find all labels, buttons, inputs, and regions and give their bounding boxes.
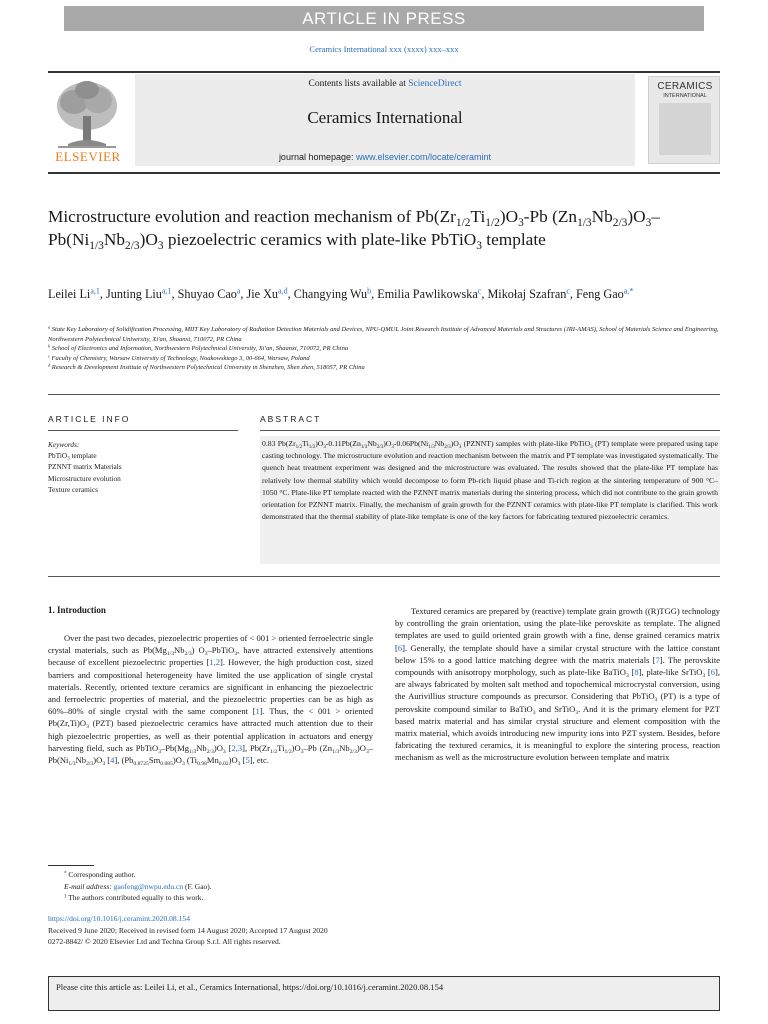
cover-title: CERAMICS: [657, 81, 713, 92]
paragraph: Over the past two decades, piezoelectric properties of < 001 > oriented ferroelectric single crystal materials, such as $Pb(Mg_{1/3}Nb_{2/3})$ $O_3-PbTiO_3$, have attracted extensively attentions because of excellent piezoelectric properties [1,2]. However, the high production cost, sized barriers and compositional heterogeneity have limited the use application of single crystal materials. Recently, oriented texture ceramics are significant in enhancing the piezoelectric and ferroelectric properties of material, and the piezoelectric properties can be as high as 60%–80% of single crystal with the same component [1]. Thus, the < 001 > oriented $Pb(Zr,Ti)O_3$ (PZT) based piezoelectric ceramics have attracted much attention due to their high piezoelectric properties, as well as their potential application in actuators and energy harvesting field, such as $PbTiO_3-Pb(Mg_{1/3}Nb_{2/3})O_3$ [2,3], $Pb(Zr_{1/2}Ti_{1/2})O_3-Pb$ $(Zn_{1/3}Nb_{2/3})O_3-Pb(Ni_{1/3}Nb_{2/3})O_3$ [4], $(Pb_{0.8725}Sm_{0.085})O_3$ $(Ti_{0.98}Mn_{0.02})O_3$ [5], etc.: [48, 633, 374, 767]
keyword-item: Microstructure evolution: [48, 473, 121, 483]
email-note: E-mail address: gaofeng@nwpu.edu.cn (F. Gao).: [64, 881, 212, 891]
corresponding-author-note: * Corresponding author.: [64, 870, 136, 879]
cover-subtitle: INTERNATIONAL: [663, 93, 707, 99]
abstract-heading: ABSTRACT: [260, 414, 322, 424]
journal-cover-thumbnail[interactable]: [648, 76, 720, 164]
article-in-press-banner: ARTICLE IN PRESS: [64, 6, 704, 31]
doi-link[interactable]: https://doi.org/10.1016/j.ceramint.2020.08.154: [48, 914, 191, 923]
affiliation-d: $^d$ Research & Development Institute of Northwestern Polytechnical University in Shenzhen, Shen zhen, 518057, PR China: [48, 362, 365, 371]
keywords-label: Keywords:: [48, 440, 80, 449]
author-list: Leilei Li$^{a,1}$, Junting Liu$^{a,1}$, Shuyao Cao$^a$, Jie Xu$^{a,d}$, Changying Wu$^b$, Emilia Pawlikowska$^c$, Mikołaj Szafran$^c$, Feng Gao$^{a,*}$: [48, 286, 634, 301]
journal-title: Ceramics International: [307, 108, 463, 127]
affiliation-a: $^a$ State Key Laboratory of Solidification Processing, MIIT Key Laboratory of Radiation Detection Materials and Devices, NPU-QMUL Joint Research Institute of Advanced Materials and Structures (JRI-AMAS), School of Materials Science and Engineering, Northwestern Polytechnical University, Xi'an, Shaanxi, 710072, PR China: [48, 324, 719, 343]
sciencedirect-link[interactable]: ScienceDirect: [408, 79, 462, 89]
received-dates: Received 9 June 2020; Received in revised form 14 August 2020; Accepted 17 August 2020: [48, 925, 328, 935]
article-history: [48, 913, 720, 948]
keyword-item: PZNNT matrix Materials: [48, 462, 122, 472]
journal-homepage-link[interactable]: www.elsevier.com/locate/ceramint: [356, 152, 492, 162]
cover-image: [659, 103, 711, 155]
abstract-rule: [260, 430, 720, 431]
copyright-line: 0272-8842/ © 2020 Elsevier Ltd and Techna Group S.r.l. All rights reserved.: [48, 937, 281, 947]
keyword-item: Texture ceramics: [48, 484, 98, 494]
article-info-rule: [48, 430, 238, 431]
abstract-bottom-rule: [48, 576, 720, 577]
masthead-top-rule: [48, 71, 720, 73]
contents-prefix: Contents lists available at: [308, 79, 409, 89]
paragraph: Textured ceramics are prepared by (reactive) template grain growth ((R)TGG) technology by controlling the grain orientation, using the plate-like perovskite as template. The aligned templates are used to guild oriented grain growth with a fine, dense grained ceramics matrix [6]. Generally, the template should have a similar crystal structure with the lattice constant below 15% to a good lattice matching degree with the matrix materials [7]. The perovskite compounds with anisotropy morphology, such as plate-like BaTiO$_3$ [8], plate-like SrTiO$_3$ [6], are always fabricated by molten salt method and topochemical microcrystal conversion, using the Aurivillius structure compounds as precursor. Considering that PbTiO$_3$ (PT) is a type of perovskite compound similar to BaTiO$_3$ and SrTiO$_3$. And it is the primary element for PZT based matrix material and has similar crystal structure and element composition with the matrix material, which avoids introducing new impurity ions into PZT system. Besides, before fabricating the textured ceramics, it is meaningful to explore the sintering process, reaction mechanism as well as the microstructure evolution between template and matrix: [395, 606, 721, 763]
article-info-heading: ARTICLE INFO: [48, 414, 131, 424]
footnote-rule: [48, 865, 94, 866]
citation-note: Please cite this article as: Leilei Li, et al., Ceramics International, https://doi.org/10.1016/j.ceramint.2020.08.154: [56, 982, 444, 992]
contents-line: [135, 79, 635, 89]
affiliation-b: $^b$ School of Electronics and Information, Northwestern Polytechnical University, Xi'an, Shaanxi, 710072, PR China: [48, 343, 349, 352]
homepage-prefix: journal homepage:: [278, 152, 356, 162]
info-top-rule: [48, 394, 720, 395]
body-column-left: [48, 632, 373, 766]
article-title: Microstructure evolution and reaction mechanism of $Pb(Zr_{1/2}Ti_{1/2})O_3-Pb$ $(Zn_{1/3}Nb_{2/3})O_3-Pb(Ni_{1/3}Nb_{2/3})O_3$ piezoelectric ceramics with plate-like PbTiO$_3$ template: [48, 207, 660, 252]
affiliation-c: $^c$ Faculty of Chemistry, Warsaw University of Technology, Noakowskiego 3, 00-664, Warsaw, Poland: [48, 353, 310, 362]
masthead-bottom-rule: [48, 172, 720, 174]
journal-homepage-line: [135, 152, 635, 162]
abstract-text: 0.83 $Pb(Zr_{1/2}Ti_{1/2})O_3-0.11Pb(Zn_{1/3}Nb_{2/3})O_3-0.06Pb(Ni_{1/3}Nb_{2/3})O_3$ (PZNNT) samples with plate-like PbTiO$_3$ (PT) template were prepared using tape casting technology. The microstructure evolution and reaction mechanism between the matrix and PT template was investigated systematically. The quench heat treatment experiment was designed and the microstructure was evaluated. The results showed that the plate-like PT template has relatively low thermal stability which would decompose to form Pb-rich liquid phase and Ti-rich region at the sintering temperature of 900 °C–1050 °C. Plate-like PT template reacted with the PZNNT matrix materials during the sintering process, which did not contribute to the grain growth orientation for PZNNT matrix. Finally, the mechanism of grain growth for the PZNNT ceramics with plate-like PT template is clarified. This work demonstrated that the thermal stability of plate-like template is one of the key factors for fabricating textured piezoelectric ceramics.: [262, 439, 718, 522]
keyword-item: PbTiO$_3$ template: [48, 451, 97, 462]
keywords-block: [48, 439, 238, 495]
section-title-introduction: 1. Introduction: [48, 605, 106, 615]
equal-contribution-note: $^1$ The authors contributed equally to this work.: [64, 893, 204, 902]
body-column-right: [395, 605, 720, 764]
footnotes: [48, 869, 448, 904]
affiliations: [48, 325, 720, 373]
journal-reference-link[interactable]: Ceramics International xxx (xxxx) xxx–xxx: [309, 44, 459, 54]
elsevier-wordmark: ELSEVIER: [55, 149, 121, 164]
